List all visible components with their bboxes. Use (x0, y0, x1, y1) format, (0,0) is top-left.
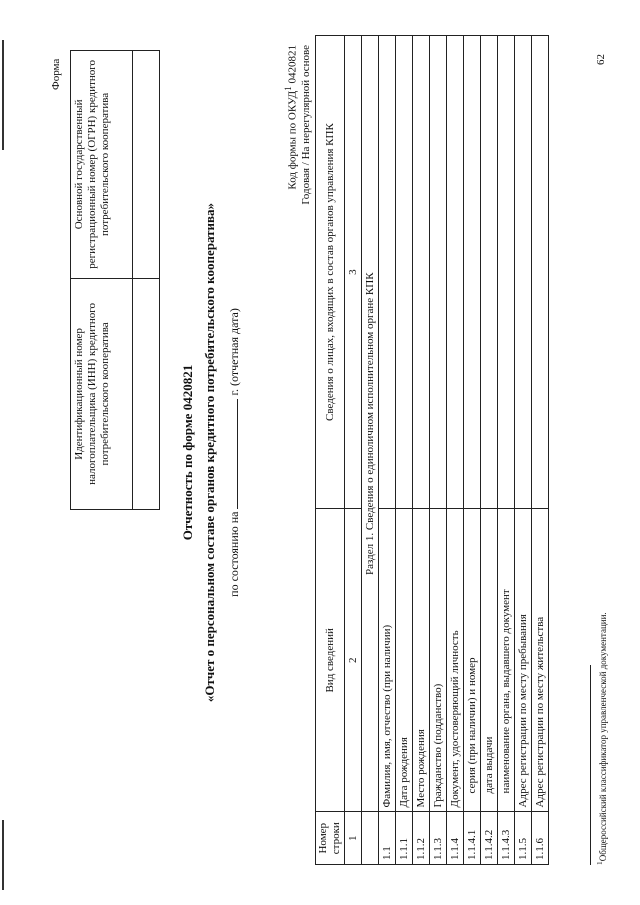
header-info-type: Вид сведений (316, 509, 345, 812)
ogrn-label: Основной государственный регистрационный номер (ОГРН) кредитного потребительского кооператива (71, 51, 133, 279)
row-label: серия (при наличии) и номер (464, 509, 481, 812)
section-row (362, 36, 379, 865)
row-label: Дата рождения (396, 509, 413, 812)
footnote-text: Общероссийский классификатор управленческой документации. (598, 612, 608, 862)
report-title: Отчетность по форме 0420821 (180, 364, 195, 541)
row-label: Фамилия, имя, отчество (при наличии) (379, 509, 396, 812)
row-label: наименование органа, выдавшего документ (498, 509, 515, 812)
row-value-cell (413, 36, 430, 509)
table-row (447, 36, 464, 865)
row-value-cell (430, 36, 447, 509)
table-row (464, 36, 481, 865)
page-number: 62 (595, 54, 607, 65)
header-row-number: Номер строки (316, 812, 345, 865)
row-label: Адрес регистрации по месту жительства (532, 509, 549, 812)
row-value-cell (532, 36, 549, 509)
date-suffix: г. (отчетная дата) (227, 308, 241, 396)
table-row (532, 36, 549, 865)
okud-footnote-mark: 1 (283, 86, 293, 91)
row-value-cell (498, 36, 515, 509)
row-value-cell (447, 36, 464, 509)
row-number: 1.1.4.1 (464, 812, 481, 865)
row-label: дата выдачи (481, 509, 498, 812)
form-label: Форма (50, 58, 62, 90)
row-number: 1.1 (379, 812, 396, 865)
report-date-line (226, 120, 242, 785)
col-number-2: 2 (345, 509, 362, 812)
id-box (70, 50, 160, 510)
row-value-cell (481, 36, 498, 509)
ogrn-value-cell (133, 51, 160, 279)
table-row (481, 36, 498, 865)
scan-edge-mark (2, 40, 4, 150)
section-1-title: Раздел 1. Сведения о единоличном исполнительном органе КПК (362, 36, 379, 812)
row-label: Документ, удостоверяющий личность (447, 509, 464, 812)
col-number-1: 1 (345, 812, 362, 865)
row-value-cell (464, 36, 481, 509)
okud-label: Код формы по ОКУД (286, 90, 299, 190)
header-persons-info: Сведения о лицах, входящих в состав органов управления КПК (316, 36, 345, 509)
table-row (379, 36, 396, 865)
periodicity: Годовая / На нерегулярной основе (299, 45, 312, 205)
footnote-rule (590, 665, 591, 865)
id-box-table (70, 50, 160, 510)
row-number: 1.1.2 (413, 812, 430, 865)
report-subtitle: «Отчет о персональном составе органов кредитного потребительского кооператива» (202, 202, 217, 703)
row-label: Гражданство (подданство) (430, 509, 447, 812)
section-blank (362, 812, 379, 865)
table-row (396, 36, 413, 865)
form-codes (282, 45, 313, 285)
inn-label: Идентификационный номер налогоплательщика (ИНН) кредитного потребительского кооператива (71, 278, 133, 509)
table-row (413, 36, 430, 865)
row-label: Адрес регистрации по месту пребывания (515, 509, 532, 812)
table-row (515, 36, 532, 865)
row-value-cell (515, 36, 532, 509)
row-value-cell (396, 36, 413, 509)
inn-value-cell (133, 278, 160, 509)
row-number: 1.1.4 (447, 812, 464, 865)
row-number: 1.1.3 (430, 812, 447, 865)
main-table (315, 35, 549, 865)
row-number: 1.1.1 (396, 812, 413, 865)
row-label: Место рождения (413, 509, 430, 812)
scan-edge-mark (2, 820, 4, 890)
row-number: 1.1.4.3 (498, 812, 515, 865)
okud-line (282, 45, 300, 285)
date-prefix: по состоянию на (227, 511, 241, 597)
row-value-cell (379, 36, 396, 509)
table-row (498, 36, 515, 865)
title-block (180, 120, 242, 785)
date-blank (226, 399, 238, 509)
main-table-wrap (315, 35, 549, 865)
footnote-mark: 1 (595, 861, 604, 865)
okud-code: 0420821 (286, 45, 299, 84)
row-number: 1.1.6 (532, 812, 549, 865)
col-number-3: 3 (345, 36, 362, 509)
table-row (430, 36, 447, 865)
row-number: 1.1.4.2 (481, 812, 498, 865)
footnote (590, 265, 611, 865)
row-number: 1.1.5 (515, 812, 532, 865)
